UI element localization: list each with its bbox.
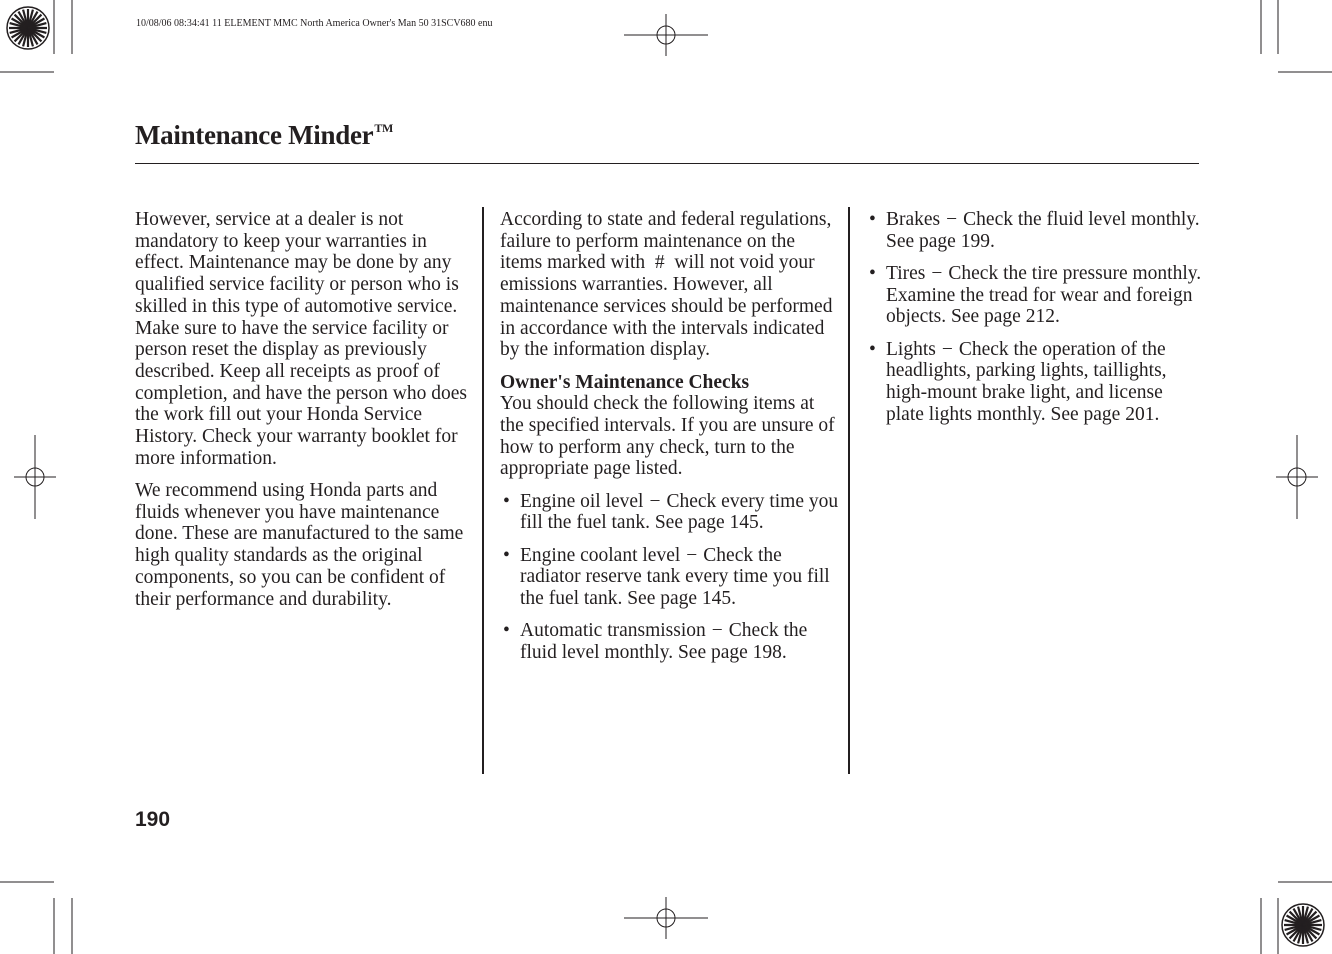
trademark-mark: TM — [374, 121, 394, 135]
item-text: Check the operation of the headlights, parking lights, taillights, high-mount brake light, and license plate lights monthly. See page 201. — [886, 338, 1167, 425]
owners-checks-section — [500, 372, 840, 481]
item-label: Tires — [886, 263, 926, 284]
page-title-text: Maintenance Minder — [135, 120, 374, 150]
owners-checks-heading: Owner's Maintenance Checks — [500, 371, 750, 393]
item-label: Engine coolant level — [520, 544, 681, 566]
column-divider — [848, 207, 850, 774]
dash: − — [941, 338, 953, 360]
dash: − — [686, 544, 698, 566]
bullet: • — [503, 544, 510, 566]
title-underline — [135, 163, 1199, 164]
owners-checks-intro: You should check the following items at the specified intervals. If you are unsure of how to perform any check, turn to the appropriate page listed. — [500, 393, 835, 480]
list-item — [500, 620, 840, 663]
item-label: Brakes — [886, 209, 941, 230]
bullet: • — [503, 620, 510, 642]
list-item — [866, 339, 1204, 426]
bullet: • — [869, 263, 876, 284]
bullet: • — [503, 490, 510, 512]
list-item — [500, 491, 840, 534]
dash: − — [649, 490, 661, 512]
item-label: Automatic transmission — [520, 620, 706, 642]
bullet: • — [869, 209, 876, 230]
item-text: Check the fluid level monthly. See page 199. — [886, 209, 1200, 252]
item-text: Check the fluid level monthly. See page 198. — [520, 620, 808, 664]
checks-list — [500, 491, 840, 664]
checks-list-continued — [866, 209, 1204, 426]
column-right — [866, 209, 1204, 436]
page-title — [135, 120, 393, 151]
item-text: Check the radiator reserve tank every time you fill the fuel tank. See page 145. — [520, 544, 830, 610]
honda-parts-paragraph: We recommend using Honda parts and fluids whenever you have maintenance done. These are manufactured to the same high quality standards as the original components, so you can be confident of their performance and durability. — [135, 480, 464, 610]
item-label: Lights — [886, 338, 936, 360]
column-divider — [482, 207, 484, 774]
dash: − — [931, 263, 943, 284]
item-text: Check the tire pressure monthly. Examine the tread for wear and foreign objects. See page 212. — [886, 263, 1202, 328]
column-left — [135, 209, 475, 621]
list-item — [500, 545, 840, 610]
dash: − — [946, 209, 958, 230]
dash: − — [711, 620, 723, 642]
warranty-paragraph: However, service at a dealer is not mandatory to keep your warranties in effect. Maintenance may be done by any qualified service facility or person who is skilled in this type of automotive service. Make sure to have the service facility or person reset the display as previously described. Keep all receipts as proof of completion, and have the person who does the work fill out your Honda Service History. Check your warranty booklet for more information. — [135, 209, 467, 469]
print-job-info: 10/08/06 08:34:41 11 ELEMENT MMC North America Owner's Man 50 31SCV680 enu — [136, 18, 493, 29]
emissions-paragraph: According to state and federal regulations, failure to perform maintenance on the items marked with # will not void your emissions warranties. However, all maintenance services should be performed in accordance with the intervals indicated by the information display. — [500, 209, 833, 361]
page-number: 190 — [135, 808, 171, 831]
item-text: Check every time you fill the fuel tank. See page 145. — [520, 490, 839, 534]
column-middle — [500, 209, 840, 674]
item-label: Engine oil level — [520, 490, 644, 512]
list-item — [866, 263, 1204, 328]
list-item — [866, 209, 1204, 252]
bullet: • — [869, 338, 876, 360]
